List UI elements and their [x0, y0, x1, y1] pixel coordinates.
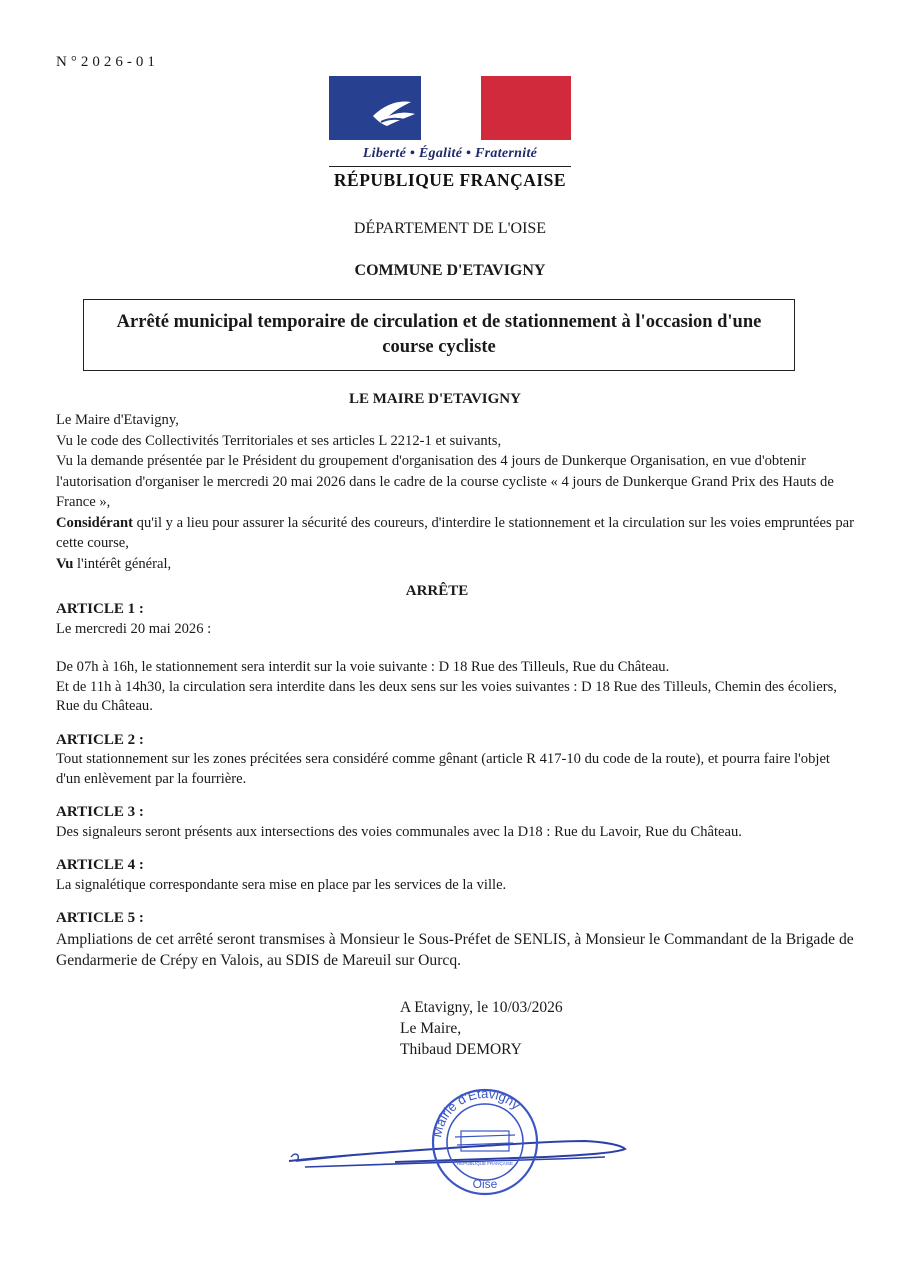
preamble-line: Vu la demande présentée par le Président du groupement d'organisation des 4 jours de Dunkerque Organisation, en vue d'obtenir l'autorisation d'organiser le mercredi 20 mai 2026 dans le cadre de la course cycliste « 4 jours de Dunkerque Grand Prix des Hauts de France », — [56, 453, 834, 510]
preamble-line: Le Maire d'Etavigny, — [56, 412, 179, 428]
signature-place-date: A Etavigny, le 10/03/2026 — [400, 999, 563, 1016]
signature-block — [400, 997, 563, 1060]
preamble-line: Vu le code des Collectivités Territoriales et ses articles L 2212-1 et suivants, — [56, 432, 502, 449]
decree-title-box — [83, 299, 795, 371]
mairie-stamp — [429, 1086, 537, 1194]
article-1-heading: ARTICLE 1 : — [56, 601, 144, 617]
articles — [56, 600, 856, 971]
vu-paragraph — [56, 554, 856, 575]
arrete-heading: ARRÊTE — [405, 583, 469, 599]
stamp-inner-text: RÉPUBLIQUE FRANÇAISE — [456, 1161, 514, 1166]
handwritten-signature — [285, 1085, 645, 1205]
article-4-text: La signalétique correspondante sera mise en place par les services de la ville. — [56, 876, 507, 893]
signature-name: Thibaud DEMORY — [400, 1041, 522, 1058]
signature-and-stamp — [285, 1085, 645, 1205]
stamp-bottom-text: Oise — [472, 1177, 498, 1191]
considerant-text: qu'il y a lieu pour assurer la sécurité des coureurs, d'interdire le stationnement et la circulation sur les voies empruntées par cette course, — [56, 514, 854, 551]
considerant-paragraph — [56, 513, 856, 554]
republic-motto: Liberté • Égalité • Fraternité — [362, 146, 538, 161]
republic-logo — [329, 76, 571, 191]
stamp-ring-text: Mairie d'Etavigny — [429, 1085, 524, 1139]
department-title: DÉPARTEMENT DE L'OISE — [353, 220, 547, 237]
article-3-text: Des signaleurs seront présents aux intersections des voies communales avec la D18 : Rue du Lavoir, Rue du Château. — [56, 823, 742, 840]
mayor-heading: LE MAIRE D'ETAVIGNY — [349, 391, 521, 407]
reference-number: N°2026-01 — [56, 54, 159, 70]
article-5-heading: ARTICLE 5 : — [56, 910, 144, 926]
article-2-text: Tout stationnement sur les zones précitées sera considéré comme gênant (article R 417-10 du code de la route), et pourra faire l'objet d'un enlèvement par la fourrière. — [56, 751, 830, 787]
vu-label: Vu — [56, 555, 74, 572]
motto-divider — [329, 166, 571, 167]
article-1-traffic: Et de 11h à 14h30, la circulation sera interdite dans les deux sens sur les voies suivantes : D 18 Rue des Tilleuls, Chemin des écoliers, Rue du Château. — [56, 678, 837, 714]
article-2-heading: ARTICLE 2 : — [56, 731, 144, 748]
commune-title: COMMUNE D'ETAVIGNY — [354, 262, 546, 279]
article-1-parking: De 07h à 16h, le stationnement sera interdit sur la voie suivante : D 18 Rue des Tilleuls, Rue du Château. — [56, 659, 670, 675]
signature-role: Le Maire, — [400, 1020, 462, 1037]
article-5-text: Ampliations de cet arrêté seront transmises à Monsieur le Sous-Préfet de SENLIS, à Monsieur le Commandant de la Brigade de Gendarmerie de Crépy en Valois, au SDIS de Mareuil sur Ourcq. — [56, 930, 854, 969]
preamble — [56, 410, 856, 574]
republic-name: RÉPUBLIQUE FRANÇAISE — [333, 170, 567, 190]
decree-title: Arrêté municipal temporaire de circulation et de stationnement à l'occasion d'une course cycliste — [116, 312, 762, 357]
article-3-heading: ARTICLE 3 : — [56, 804, 144, 820]
article-4-heading: ARTICLE 4 : — [56, 857, 144, 873]
vu-text: l'intérêt général, — [73, 555, 172, 572]
marianne-flag-logo — [329, 76, 571, 140]
considerant-label: Considérant — [56, 514, 134, 531]
article-1-date: Le mercredi 20 mai 2026 : — [56, 620, 212, 637]
